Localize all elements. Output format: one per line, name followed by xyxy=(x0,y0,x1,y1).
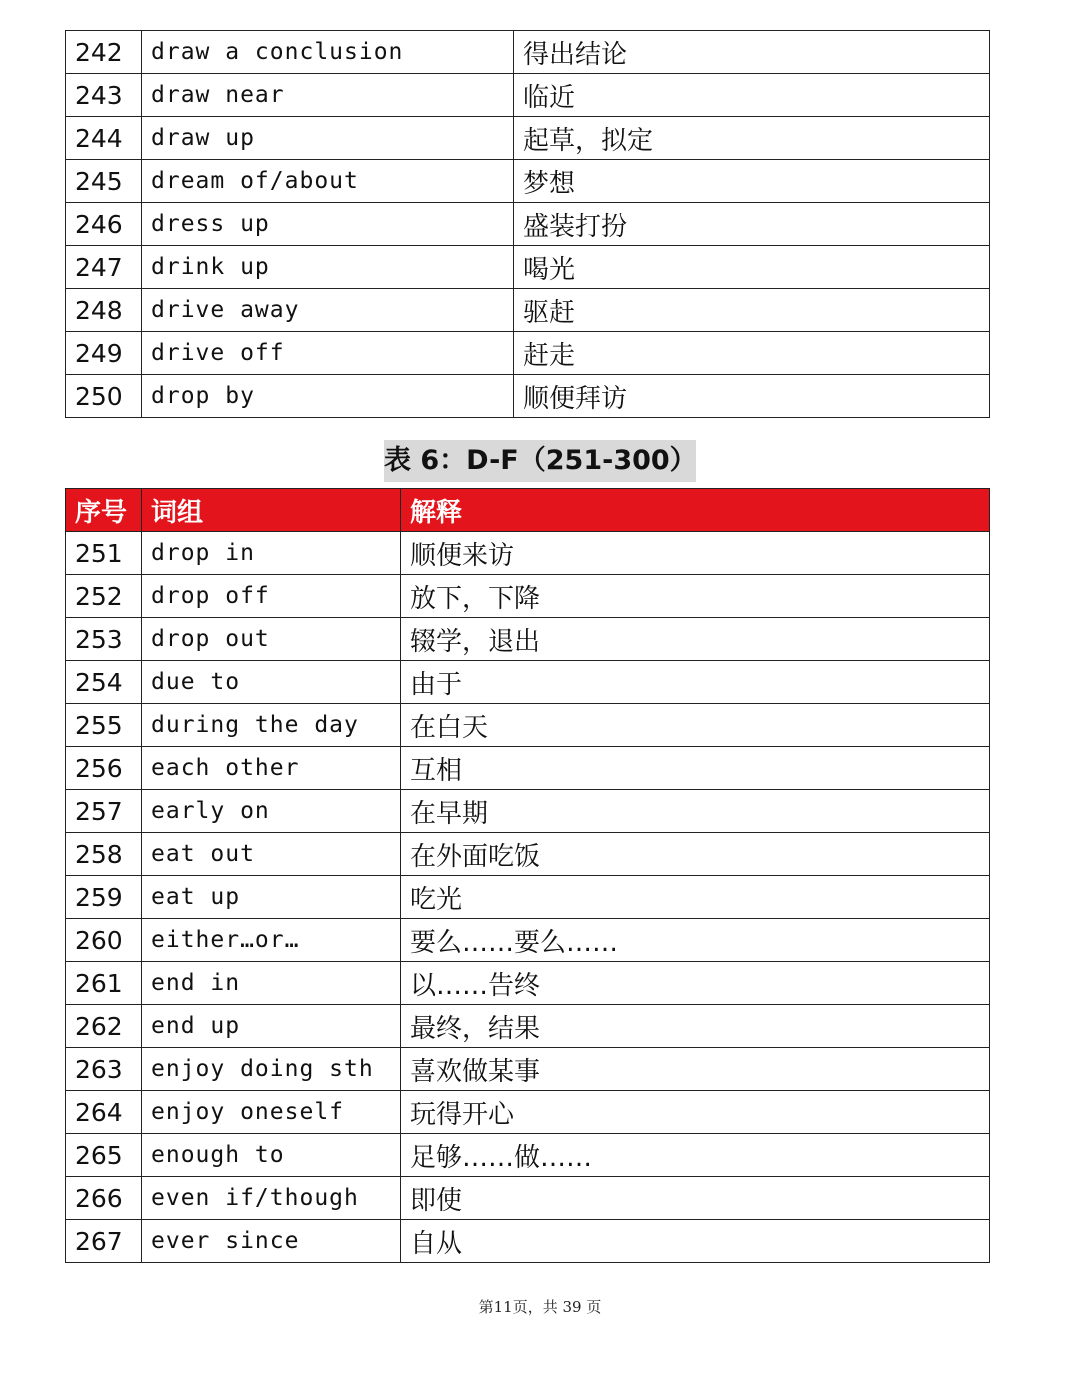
row-number: 250 xyxy=(66,375,142,418)
main-table-body xyxy=(66,532,990,1263)
header-phrase: 词组 xyxy=(142,489,401,532)
table-row xyxy=(66,246,990,289)
table-row xyxy=(66,575,990,618)
row-meaning: 自从 xyxy=(401,1220,990,1263)
row-number: 247 xyxy=(66,246,142,289)
row-meaning: 盛装打扮 xyxy=(514,203,990,246)
row-phrase: due to xyxy=(142,661,401,704)
row-meaning: 在白天 xyxy=(401,704,990,747)
row-phrase: draw near xyxy=(142,74,514,117)
row-number: 266 xyxy=(66,1177,142,1220)
row-number: 246 xyxy=(66,203,142,246)
row-number: 245 xyxy=(66,160,142,203)
row-meaning: 顺便来访 xyxy=(401,532,990,575)
row-number: 258 xyxy=(66,833,142,876)
table-row xyxy=(66,618,990,661)
row-meaning: 互相 xyxy=(401,747,990,790)
row-phrase: drop off xyxy=(142,575,401,618)
table-row xyxy=(66,962,990,1005)
row-phrase: drop out xyxy=(142,618,401,661)
row-number: 263 xyxy=(66,1048,142,1091)
row-meaning: 吃光 xyxy=(401,876,990,919)
row-meaning: 玩得开心 xyxy=(401,1091,990,1134)
table-row xyxy=(66,203,990,246)
row-phrase: eat out xyxy=(142,833,401,876)
row-phrase: each other xyxy=(142,747,401,790)
table-row xyxy=(66,289,990,332)
table-row xyxy=(66,31,990,74)
row-phrase: even if/though xyxy=(142,1177,401,1220)
top-table-body xyxy=(66,31,990,418)
row-phrase: drop in xyxy=(142,532,401,575)
row-number: 242 xyxy=(66,31,142,74)
row-meaning: 以……告终 xyxy=(401,962,990,1005)
row-number: 265 xyxy=(66,1134,142,1177)
row-number: 255 xyxy=(66,704,142,747)
row-number: 257 xyxy=(66,790,142,833)
table-row xyxy=(66,160,990,203)
row-meaning: 临近 xyxy=(514,74,990,117)
row-number: 256 xyxy=(66,747,142,790)
table-row xyxy=(66,1177,990,1220)
table-row xyxy=(66,375,990,418)
row-phrase: drink up xyxy=(142,246,514,289)
header-meaning: 解释 xyxy=(401,489,990,532)
row-number: 262 xyxy=(66,1005,142,1048)
row-number: 244 xyxy=(66,117,142,160)
row-number: 253 xyxy=(66,618,142,661)
row-number: 261 xyxy=(66,962,142,1005)
row-meaning: 驱赶 xyxy=(514,289,990,332)
row-meaning: 梦想 xyxy=(514,160,990,203)
row-meaning: 由于 xyxy=(401,661,990,704)
row-phrase: ever since xyxy=(142,1220,401,1263)
table-row xyxy=(66,704,990,747)
table-row xyxy=(66,747,990,790)
row-number: 252 xyxy=(66,575,142,618)
row-meaning: 喜欢做某事 xyxy=(401,1048,990,1091)
row-phrase: dream of/about xyxy=(142,160,514,203)
table-row xyxy=(66,532,990,575)
table-row xyxy=(66,1220,990,1263)
row-meaning: 放下，下降 xyxy=(401,575,990,618)
row-meaning: 最终，结果 xyxy=(401,1005,990,1048)
header-num: 序号 xyxy=(66,489,142,532)
row-meaning: 起草，拟定 xyxy=(514,117,990,160)
table-row xyxy=(66,833,990,876)
table-row xyxy=(66,74,990,117)
row-meaning: 辍学，退出 xyxy=(401,618,990,661)
row-number: 243 xyxy=(66,74,142,117)
row-meaning: 在外面吃饭 xyxy=(401,833,990,876)
row-phrase: during the day xyxy=(142,704,401,747)
table-row xyxy=(66,1134,990,1177)
table-row xyxy=(66,1005,990,1048)
row-meaning: 顺便拜访 xyxy=(514,375,990,418)
row-phrase: enjoy doing sth xyxy=(142,1048,401,1091)
row-number: 248 xyxy=(66,289,142,332)
row-meaning: 要么……要么…… xyxy=(401,919,990,962)
row-meaning: 即使 xyxy=(401,1177,990,1220)
row-phrase: draw up xyxy=(142,117,514,160)
table-row xyxy=(66,117,990,160)
table-row xyxy=(66,1048,990,1091)
row-meaning: 足够……做…… xyxy=(401,1134,990,1177)
row-number: 254 xyxy=(66,661,142,704)
row-phrase: drive away xyxy=(142,289,514,332)
row-phrase: enjoy oneself xyxy=(142,1091,401,1134)
row-phrase: end in xyxy=(142,962,401,1005)
row-phrase: drop by xyxy=(142,375,514,418)
row-number: 260 xyxy=(66,919,142,962)
row-meaning: 在早期 xyxy=(401,790,990,833)
row-number: 249 xyxy=(66,332,142,375)
main-phrase-table xyxy=(65,488,990,1263)
row-meaning: 喝光 xyxy=(514,246,990,289)
row-phrase: eat up xyxy=(142,876,401,919)
row-phrase: either…or… xyxy=(142,919,401,962)
section-title: 表 6：D-F（251-300） xyxy=(384,440,696,482)
row-number: 264 xyxy=(66,1091,142,1134)
row-number: 251 xyxy=(66,532,142,575)
top-phrase-table xyxy=(65,30,990,418)
table-row xyxy=(66,876,990,919)
table-row xyxy=(66,332,990,375)
row-phrase: early on xyxy=(142,790,401,833)
table-row xyxy=(66,661,990,704)
page-footer: 第11页，共 39 页 xyxy=(478,1298,602,1316)
row-number: 267 xyxy=(66,1220,142,1263)
table-row xyxy=(66,790,990,833)
table-row xyxy=(66,919,990,962)
row-meaning: 赶走 xyxy=(514,332,990,375)
row-phrase: enough to xyxy=(142,1134,401,1177)
row-phrase: end up xyxy=(142,1005,401,1048)
table-header-row xyxy=(66,489,990,532)
row-phrase: dress up xyxy=(142,203,514,246)
row-meaning: 得出结论 xyxy=(514,31,990,74)
table-row xyxy=(66,1091,990,1134)
row-phrase: drive off xyxy=(142,332,514,375)
row-phrase: draw a conclusion xyxy=(142,31,514,74)
row-number: 259 xyxy=(66,876,142,919)
